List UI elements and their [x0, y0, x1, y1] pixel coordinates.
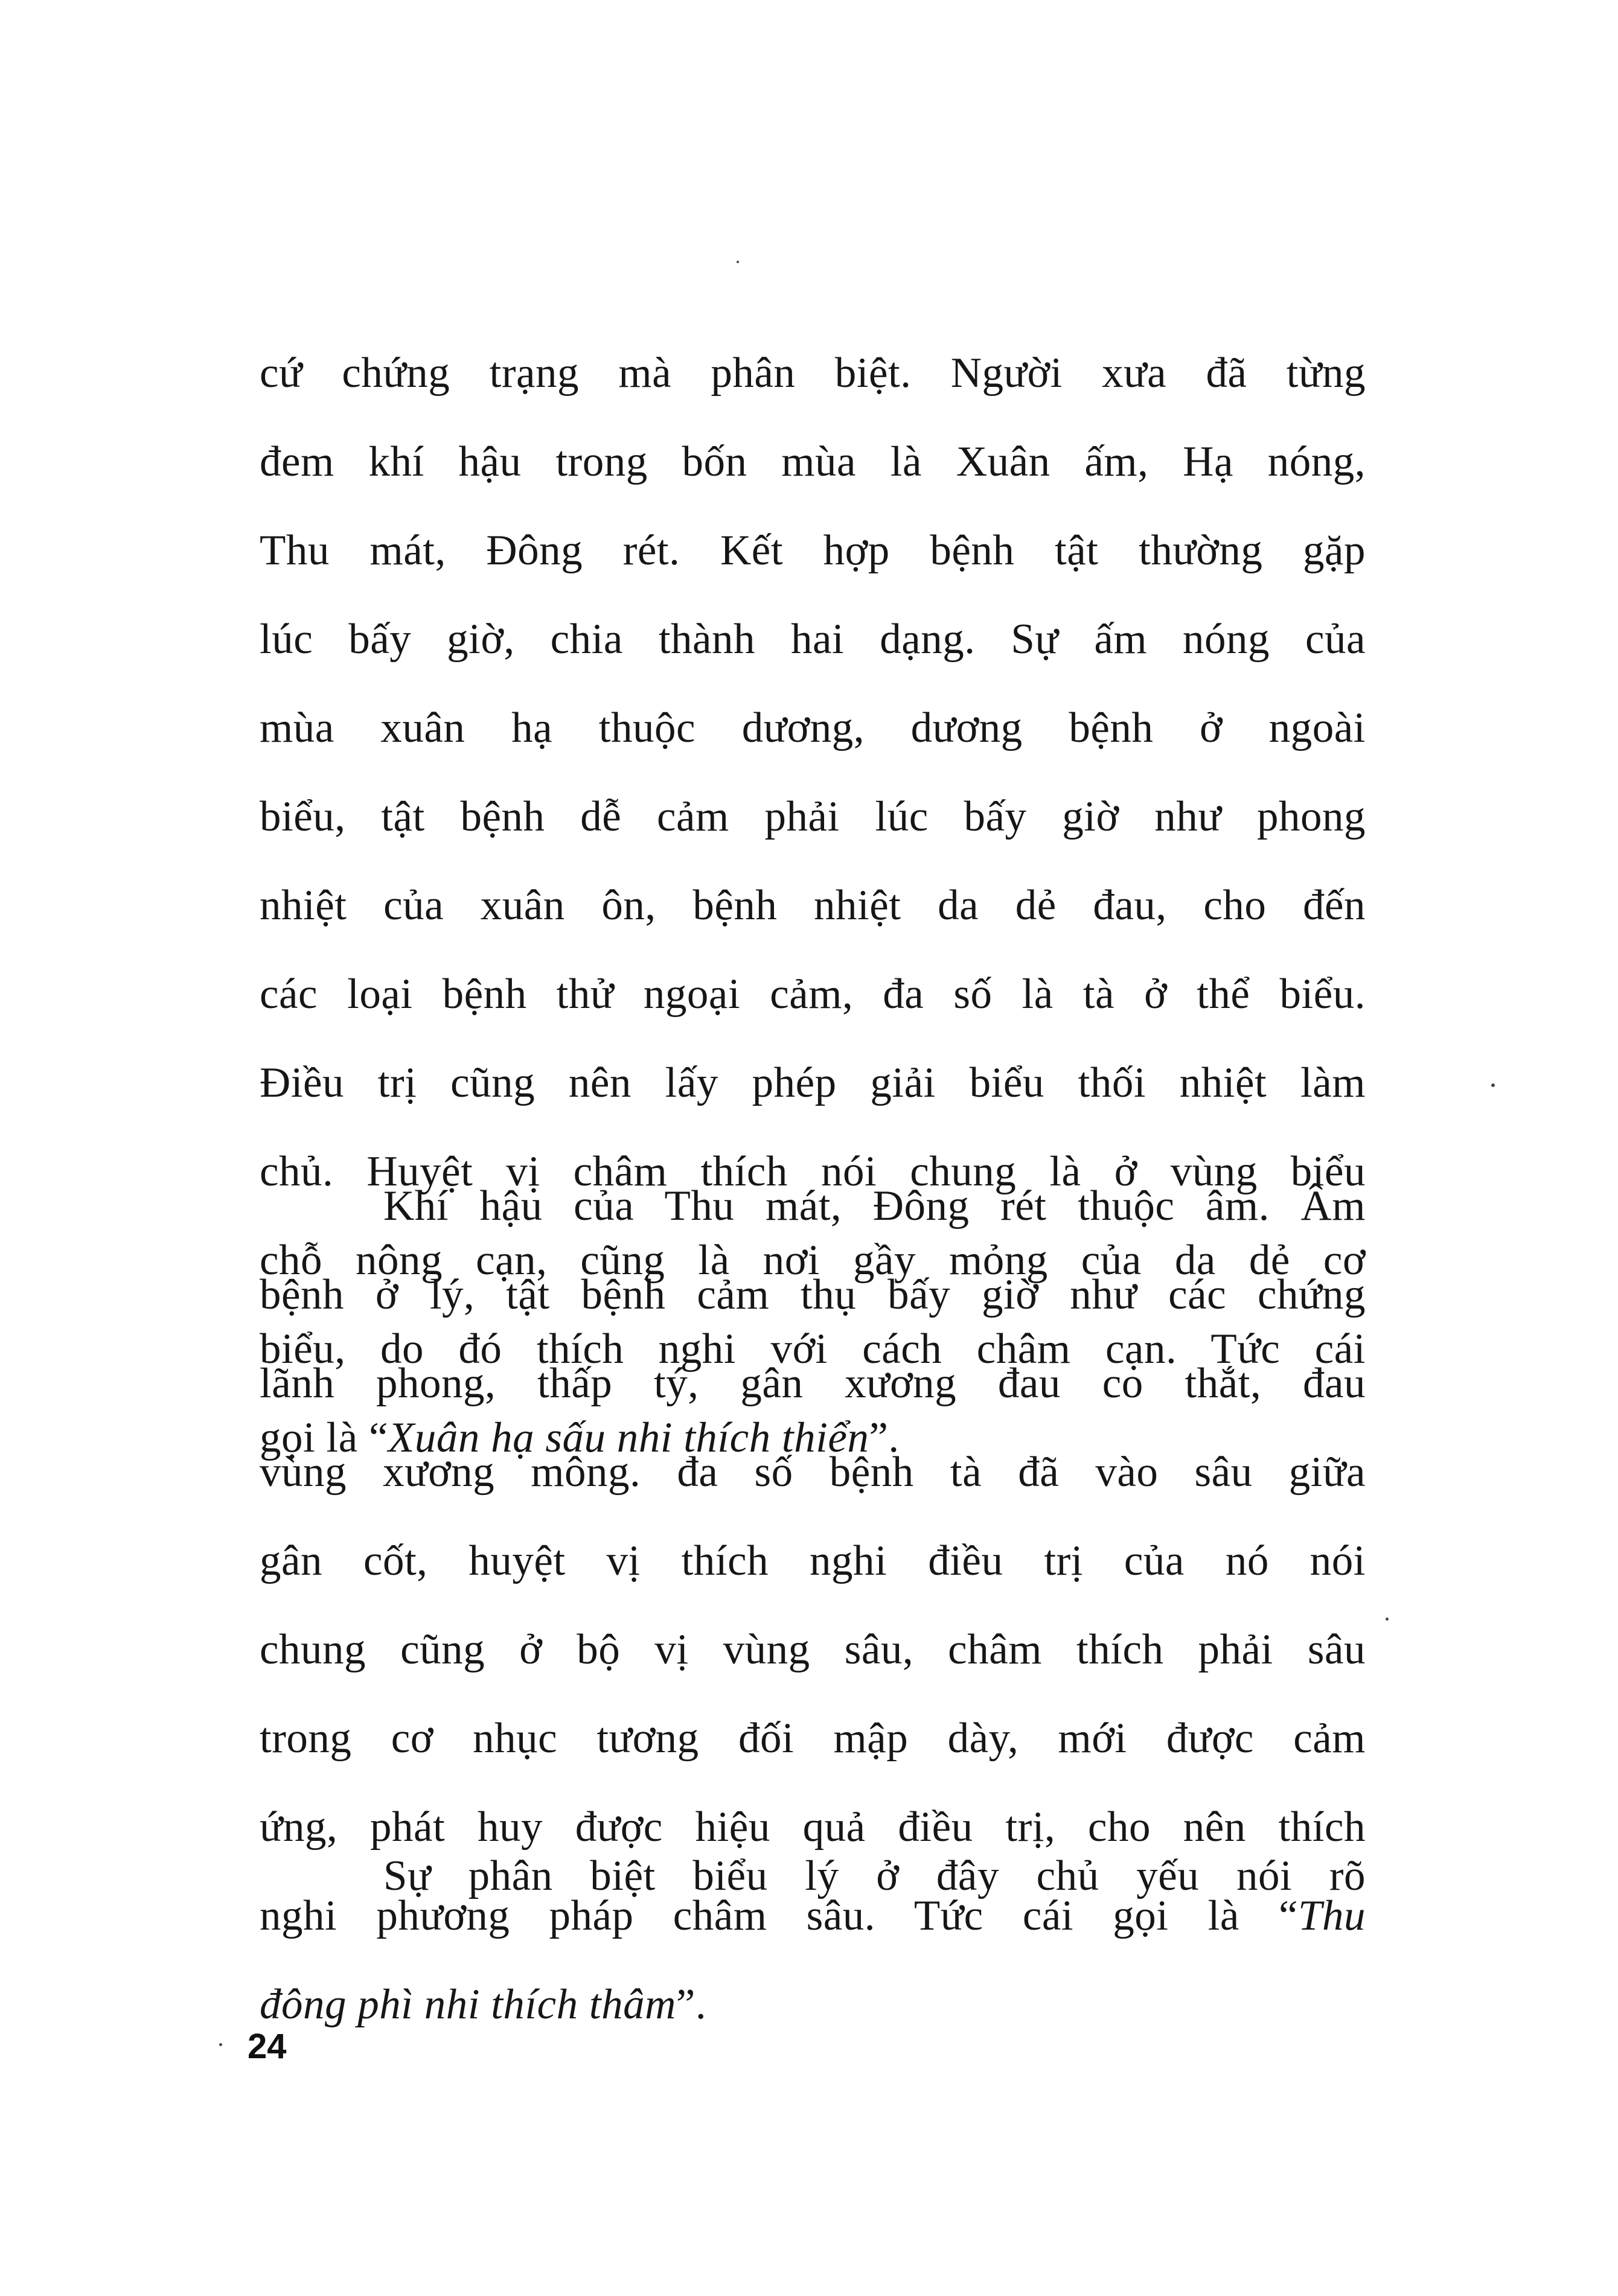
scan-speck: [737, 261, 739, 263]
italic-quote: Xuân hạ sấu nhi thích thiển: [388, 1414, 869, 1461]
text-line: lúc bấy giờ, chia thành hai dạng. Sự ấm nóng của: [260, 616, 1366, 663]
scan-speck: [219, 2043, 222, 2046]
text-line: Sự phân biệt biểu lý ở đây chủ yếu nói rõ: [383, 1852, 1366, 1899]
text-line: các loại bệnh thử ngoại cảm, đa số là tà ở thể biểu.: [260, 971, 1366, 1018]
text-line: Thu mát, Đông rét. Kết hợp bệnh tật thường gặp: [260, 527, 1366, 574]
page-number: 24: [248, 2027, 287, 2066]
text-segment: nghi phương pháp châm sâu. Tức cái gọi là “: [260, 1892, 1298, 1939]
text-line: lãnh phong, thấp tý, gân xương đau co thắt, đau: [260, 1360, 1366, 1407]
text-segment: gọi là “: [260, 1414, 388, 1461]
text-line: chung cũng ở bộ vị vùng sâu, châm thích phải sâu: [260, 1626, 1366, 1673]
scan-speck: [1386, 1618, 1389, 1621]
italic-quote: đông phì nhi thích thâm: [260, 1981, 676, 2028]
text-line: gân cốt, huyệt vị thích nghi điều trị của nó nói: [260, 1537, 1366, 1584]
paragraph-3: [260, 1832, 1366, 1921]
text-line: Điều trị cũng nên lấy phép giải biểu thối nhiệt làm: [260, 1059, 1366, 1106]
text-line: nhiệt của xuân ôn, bệnh nhiệt da dẻ đau, cho đến: [260, 882, 1366, 929]
text-line: biểu, do đó thích nghi với cách châm cạn. Tức cái: [260, 1325, 1366, 1373]
text-line: trong cơ nhục tương đối mập dày, mới được cảm: [260, 1715, 1366, 1762]
scan-speck: [1491, 1083, 1495, 1087]
text-line: vùng xương mông. đa số bệnh tà đã vào sâu giữa: [260, 1449, 1366, 1496]
text-line: Khí hậu của Thu mát, Đông rét thuộc âm. Âm: [383, 1182, 1366, 1229]
text-line: đem khí hậu trong bốn mùa là Xuân ấm, Hạ nóng,: [260, 438, 1366, 485]
text-line: biểu, tật bệnh dễ cảm phải lúc bấy giờ như phong: [260, 793, 1366, 840]
text-segment: ”.: [869, 1414, 900, 1461]
text-line: cứ chứng trạng mà phân biệt. Người xưa đã từng: [260, 349, 1366, 397]
text-line: mùa xuân hạ thuộc dương, dương bệnh ở ngoài: [260, 704, 1366, 751]
italic-quote: Thu: [1298, 1892, 1366, 1939]
text-line: chỗ nông cạn, cũng là nơi gầy mỏng của da dẻ cơ: [260, 1237, 1366, 1284]
text-line: ứng, phát huy được hiệu quả điều trị, cho nên thích: [260, 1803, 1366, 1851]
text-line: bệnh ở lý, tật bệnh cảm thụ bấy giờ như các chứng: [260, 1271, 1366, 1318]
text-line-with-quote: [260, 1960, 1366, 2049]
text-line: chủ. Huyệt vị châm thích nói chung là ở vùng biểu: [260, 1148, 1366, 1195]
text-segment: ”.: [676, 1981, 707, 2028]
